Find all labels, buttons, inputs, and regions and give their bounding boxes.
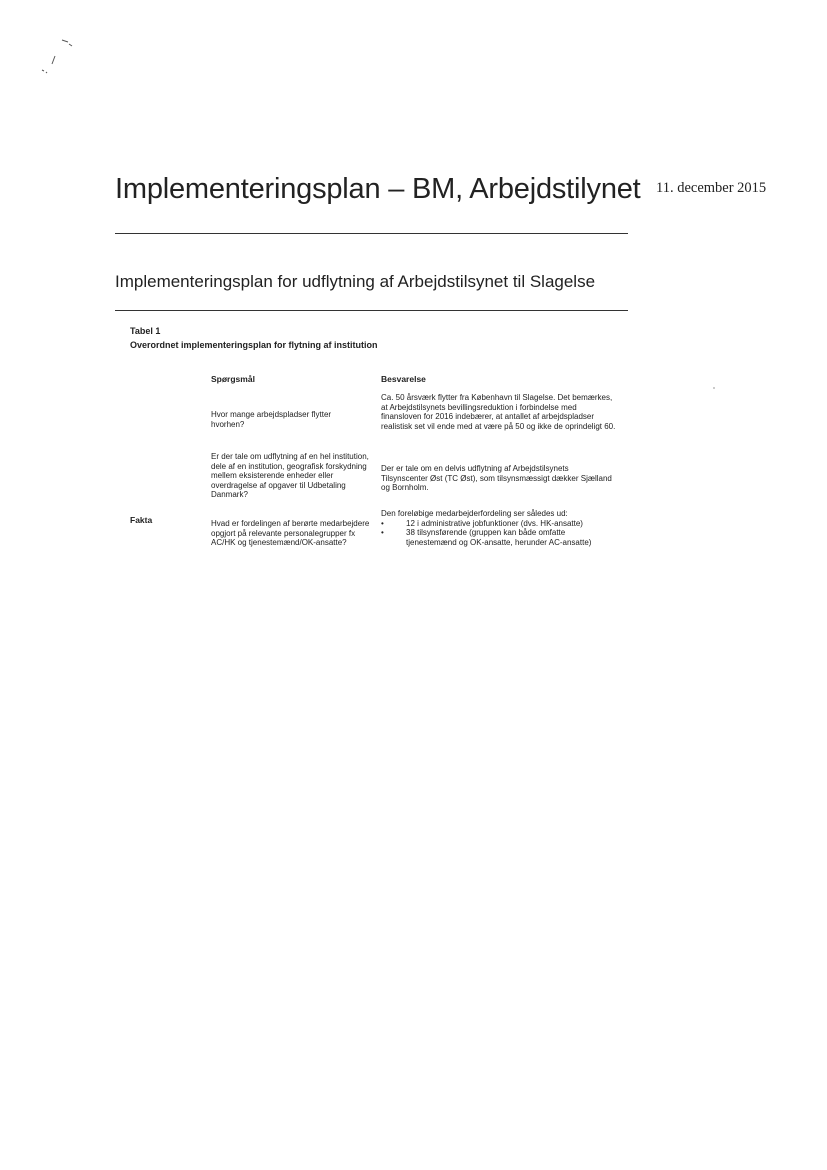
title-divider: [115, 233, 628, 234]
document-date: 11. december 2015: [656, 180, 767, 196]
list-item-text: 38 tilsynsførende (gruppen kan både omfatte tjenestemænd og OK-ansatte, herunder AC-ansatte): [406, 528, 592, 547]
column-header-question: Spørgsmål: [211, 374, 255, 384]
list-item: [381, 519, 617, 529]
table-row-2-question: Er der tale om udflytning af en hel institution, dele af en institution, geografisk forskydning mellem eksisterende enheder eller overdragelse af opgaver til Udbetaling Danmark?: [211, 452, 369, 500]
document-title: Implementeringsplan – BM, Arbejdstilynet: [115, 173, 641, 205]
subtitle-divider: [115, 310, 628, 311]
answer-intro: Den foreløbige medarbejderfordeling ser således ud:: [381, 509, 568, 518]
row-group-label: Fakta: [130, 515, 153, 525]
document-subtitle: Implementeringsplan for udflytning af Arbejdstilsynet til Slagelse: [115, 272, 596, 291]
column-header-answer: Besvarelse: [381, 374, 426, 384]
table-row-3-question: Hvad er fordelingen af berørte medarbejdere opgjort på relevante personalegrupper fx AC/HK og tjenestemænd/OK-ansatte?: [211, 519, 370, 548]
scan-artifact-mark: [38, 36, 78, 80]
table-row-1-question: Hvor mange arbejdspladser flytter hvorhen?: [211, 410, 332, 429]
table-row-2-answer: Der er tale om en delvis udflytning af Arbejdstilsynets Tilsynscenter Øst (TC Øst), som tilsynsmæssigt dækker Sjælland og Bornholm.: [381, 464, 612, 493]
bullet-icon: •: [381, 528, 384, 538]
list-item: [381, 528, 617, 547]
bullet-icon: •: [381, 518, 384, 528]
scan-speck: [713, 387, 715, 389]
table-caption: Overordnet implementeringsplan for flytning af institution: [130, 340, 378, 350]
table-label: Tabel 1: [130, 326, 161, 336]
answer-list: [381, 519, 617, 548]
table-row-1-answer: Ca. 50 årsværk flytter fra København til Slagelse. Det bemærkes, at Arbejdstilsynets bevillingsreduktion i forbindelse med finansloven for 2016 indebærer, at antallet af arbejdspladser realistisk set vil ende med at være på 50 og ikke de oprindeligt 60.: [381, 393, 616, 431]
table-row-3-answer: [381, 509, 617, 547]
list-item-text: 12 i administrative jobfunktioner (dvs. HK-ansatte): [406, 518, 583, 528]
